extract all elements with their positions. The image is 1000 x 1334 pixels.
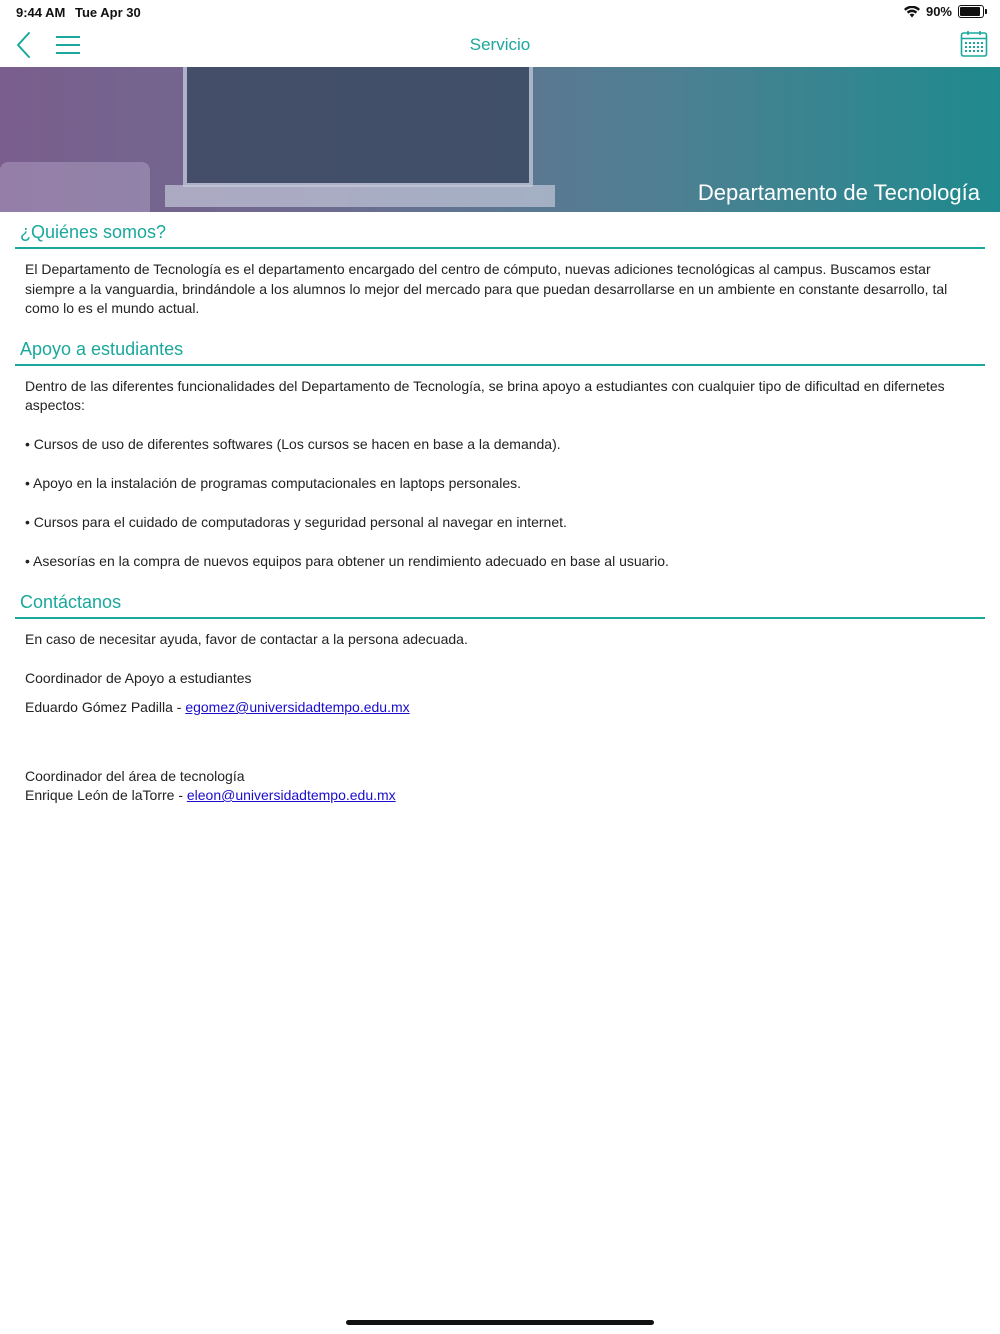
status-indicators (904, 4, 984, 19)
contact1-email-link[interactable]: egomez@universidadtempo.edu.mx (185, 699, 410, 715)
section-title: ¿Quiénes somos? (20, 222, 167, 242)
page-title: Servicio (469, 35, 531, 54)
contact1-line (25, 698, 960, 718)
section-title: Apoyo a estudiantes (20, 338, 184, 359)
contact2-email-link[interactable]: eleon@universidadtempo.edu.mx (186, 787, 396, 803)
hero-banner (0, 67, 1000, 212)
nav-bar (0, 24, 1000, 67)
contact2-line (25, 786, 960, 806)
section-title: Contáctanos (20, 591, 122, 612)
battery-percent: 90% (925, 4, 952, 19)
contact2-name: Enrique León de laTorre - (25, 787, 187, 803)
about-text: El Departamento de Tecnología es el departamento encargado del centro de cómputo, nuevas adiciones tecnológicas al campus. Buscamos estar siempre a la vanguardia, brindándole a los alumnos lo mejor del mercado para que puedan desarrollarse en un ambiente en constante desarrollo, tal como lo es el mundo actual. (25, 261, 948, 316)
status-bar (0, 0, 1000, 24)
contact-intro: En caso de necesitar ayuda, favor de contactar a la persona adecuada. (25, 630, 468, 647)
main-content (0, 212, 1000, 806)
wifi-icon (904, 6, 920, 18)
section-support (0, 329, 1000, 572)
hero-title: Departamento de Tecnología (697, 180, 980, 205)
contact1-name: Eduardo Gómez Padilla - (25, 699, 186, 715)
calendar-icon[interactable] (960, 30, 988, 58)
list-item: • Cursos de uso de diferentes softwares (Los cursos se hacen en base a la demanda). (25, 436, 561, 452)
laptop-image (165, 67, 555, 212)
support-intro: Dentro de las diferentes funcionalidades del Departamento de Tecnología, se brina apoyo a estudiantes con cualquier tipo de dificultad en difernetes aspectos: (25, 377, 945, 413)
contact2-role: Coordinador del área de tecnología (25, 767, 245, 784)
battery-fill (960, 7, 980, 16)
list-item: • Cursos para el cuidado de computadoras y seguridad personal al navegar en internet. (25, 514, 567, 530)
list-item: • Apoyo en la instalación de programas computacionales en laptops personales. (25, 475, 521, 491)
section-body (0, 249, 1000, 319)
status-date: Tue Apr 30 (75, 5, 141, 20)
section-body (0, 619, 1000, 806)
home-indicator[interactable] (346, 1320, 654, 1325)
section-about (0, 212, 1000, 319)
contact1-role: Coordinador de Apoyo a estudiantes (25, 669, 252, 686)
hero-decoration (0, 162, 150, 212)
section-contact (0, 582, 1000, 806)
section-body (0, 366, 1000, 572)
battery-icon (958, 5, 984, 18)
list-item: • Asesorías en la compra de nuevos equipos para obtener un rendimiento adecuado en base al usuario. (25, 553, 669, 569)
status-time: 9:44 AM (16, 5, 66, 20)
